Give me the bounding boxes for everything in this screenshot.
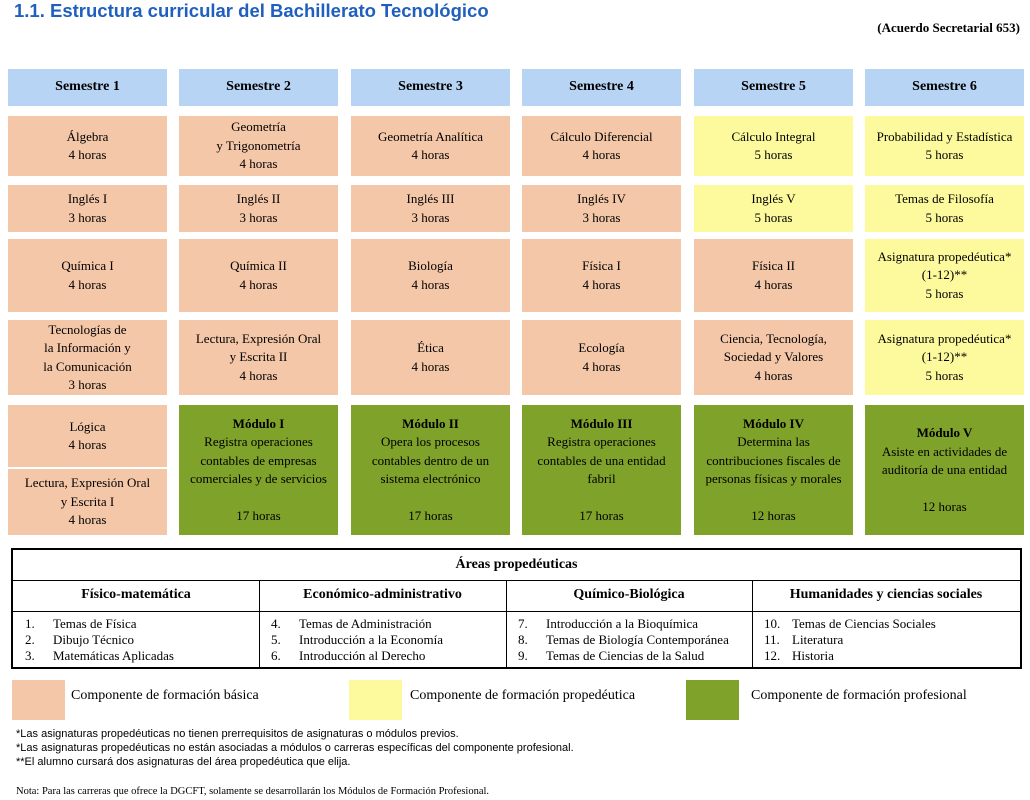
area-subject-name: Temas de Ciencias Sociales xyxy=(792,616,936,631)
legend-label: Componente de formación propedéutica xyxy=(410,688,636,703)
module-name: Módulo II xyxy=(402,415,459,431)
cell-line: Álgebra xyxy=(66,128,109,144)
subject-cell xyxy=(179,239,338,312)
area-subject-number: 8. xyxy=(518,632,528,647)
subject-cell xyxy=(522,116,681,176)
cell-line: Ecología xyxy=(578,340,625,355)
area-subject xyxy=(764,632,936,648)
legend-swatch xyxy=(349,680,402,720)
semester-header: Semestre 1 xyxy=(8,69,167,106)
areas-divider xyxy=(13,611,1020,612)
module-description: contables dentro de un xyxy=(371,452,490,468)
note: Nota: Para las carreras que ofrece la DGCFT, solamente se desarrollarán los Módulos de Formación Profesional. xyxy=(16,786,490,797)
module-hours: 17 horas xyxy=(408,507,453,523)
subject-cell xyxy=(694,320,853,395)
area-subject-number: 4. xyxy=(271,616,281,631)
cell-line: Cálculo Integral xyxy=(731,128,816,144)
cell-line: Tecnologías de xyxy=(48,321,127,337)
cell-line: Lectura, Expresión Oral xyxy=(195,330,322,346)
cell-line: Geometría Analítica xyxy=(377,128,484,144)
area-subject-number: 11. xyxy=(764,632,780,647)
area-subject-name: Dibujo Técnico xyxy=(53,632,134,647)
module-description: comerciales y de servicios xyxy=(190,471,327,487)
cell-line: 5 horas xyxy=(754,147,793,162)
cell-line: 4 horas xyxy=(411,358,450,374)
subject-cell xyxy=(8,185,167,232)
area-subject-name: Temas de Biología Contemporánea xyxy=(546,632,729,647)
propaedeutic-areas-table xyxy=(11,548,1022,669)
cell-line: Ciencia, Tecnología, xyxy=(720,330,827,346)
area-name: Físico-matemática xyxy=(81,587,191,602)
semester-header: Semestre 5 xyxy=(694,69,853,106)
module-cell xyxy=(694,405,853,535)
module-cell xyxy=(522,405,681,535)
cell-line: Inglés V xyxy=(751,191,796,206)
cell-line: 4 horas xyxy=(239,156,278,172)
legend-swatch xyxy=(12,680,65,720)
cell-line: 4 horas xyxy=(411,276,450,292)
semester-header: Semestre 3 xyxy=(351,69,510,106)
area-subject xyxy=(518,616,729,632)
module-cell xyxy=(351,405,510,535)
cell-line: 4 horas xyxy=(582,358,621,374)
cell-line: Lectura, Expresión Oral xyxy=(24,475,151,491)
cell-line: Probabilidad y Estadística xyxy=(876,128,1013,144)
area-subject xyxy=(25,616,174,632)
area-subject-name: Temas de Física xyxy=(53,616,137,631)
area-subject xyxy=(518,632,729,648)
area-subject-list xyxy=(25,616,174,664)
cell-line: 4 horas xyxy=(411,147,450,162)
module-name: Módulo I xyxy=(232,415,285,431)
area-subject xyxy=(271,632,443,648)
module-description: contribuciones fiscales de xyxy=(706,452,841,468)
subject-cell xyxy=(865,185,1024,232)
subject-cell xyxy=(179,185,338,232)
cell-line: 4 horas xyxy=(68,512,107,528)
cell-line: Inglés IV xyxy=(577,191,626,206)
subject-cell xyxy=(865,320,1024,395)
subject-cell xyxy=(694,239,853,312)
cell-line: Inglés III xyxy=(406,191,455,206)
area-subject xyxy=(271,648,443,664)
module-description: Registra operaciones xyxy=(547,434,656,450)
subject-cell xyxy=(522,320,681,395)
subject-cell xyxy=(179,320,338,395)
module-hours: 17 horas xyxy=(579,507,624,523)
cell-line: 4 horas xyxy=(582,147,621,162)
footnote: *Las asignaturas propedéuticas no tienen prerrequisitos de asignaturas o módulos previos. xyxy=(16,728,459,740)
cell-line: Temas de Filosofía xyxy=(895,191,994,206)
subject-cell xyxy=(8,239,167,312)
area-subject xyxy=(764,616,936,632)
cell-line: (1-12)** xyxy=(921,349,968,365)
cell-line: y Escrita II xyxy=(229,349,288,365)
module-description: Opera los procesos xyxy=(381,434,480,450)
cell-line: 4 horas xyxy=(68,147,107,162)
area-subject xyxy=(25,632,174,648)
cell-line: 5 horas xyxy=(925,209,964,225)
subject-cell xyxy=(8,405,167,467)
area-subject-number: 6. xyxy=(271,648,281,663)
area-subject-list xyxy=(764,616,936,664)
cell-line: 3 horas xyxy=(582,209,621,225)
module-description: Asiste en actividades de xyxy=(881,443,1008,459)
cell-line: y Trigonometría xyxy=(216,137,301,153)
area-subject-number: 9. xyxy=(518,648,528,663)
area-subject-name: Matemáticas Aplicadas xyxy=(53,648,174,663)
module-cell xyxy=(179,405,338,535)
subject-cell xyxy=(694,185,853,232)
module-description: Registra operaciones xyxy=(204,434,313,450)
module-description: Determina las xyxy=(737,434,810,450)
legend-label: Componente de formación profesional xyxy=(751,688,967,703)
area-subject-list xyxy=(271,616,443,664)
cell-line: 4 horas xyxy=(68,437,107,452)
area-name: Humanidades y ciencias sociales xyxy=(789,587,983,602)
area-name: Químico-Biológica xyxy=(573,587,685,602)
area-subject-name: Literatura xyxy=(792,632,844,647)
footnote: **El alumno cursará dos asignaturas del área propedéutica que elija. xyxy=(16,756,351,768)
areas-divider xyxy=(13,580,1020,581)
area-subject-number: 10. xyxy=(764,616,781,631)
module-description: fabril xyxy=(587,471,616,487)
area-name: Económico-administrativo xyxy=(303,587,462,602)
footnote: *Las asignaturas propedéuticas no están asociadas a módulos o carreras específicas del componente profesional. xyxy=(16,742,574,754)
subject-cell xyxy=(694,116,853,176)
subject-cell xyxy=(8,469,167,535)
area-subject-list xyxy=(518,616,729,664)
cell-line: Inglés I xyxy=(67,191,108,206)
cell-line: Geometría xyxy=(231,119,286,135)
module-name: Módulo V xyxy=(916,425,973,440)
semester-header: Semestre 4 xyxy=(522,69,681,106)
area-subject-number: 12. xyxy=(764,648,781,663)
page-title: 1.1. Estructura curricular del Bachillerato Tecnológico xyxy=(14,0,489,21)
area-subject-name: Introducción al Derecho xyxy=(299,648,426,663)
legend-label: Componente de formación básica xyxy=(71,688,259,703)
module-description: auditoría de una entidad xyxy=(881,462,1008,477)
module-description: contables de empresas xyxy=(200,452,317,468)
module-description: sistema electrónico xyxy=(380,471,481,487)
module-hours: 12 horas xyxy=(751,507,796,523)
area-subject-number: 1. xyxy=(25,616,35,631)
cell-line: Física II xyxy=(752,258,795,273)
cell-line: Química II xyxy=(230,258,287,273)
areas-title: Áreas propedéuticas xyxy=(455,557,578,572)
subject-cell xyxy=(8,320,167,395)
area-subject-number: 7. xyxy=(518,616,528,631)
cell-line: la Información y xyxy=(44,340,131,355)
cell-line: 3 horas xyxy=(239,209,278,225)
cell-line: 5 horas xyxy=(925,367,964,383)
area-subject-name: Temas de Administración xyxy=(299,616,432,631)
module-name: Módulo IV xyxy=(742,415,805,431)
module-hours: 17 horas xyxy=(236,507,281,523)
module-description: personas físicas y morales xyxy=(705,471,842,487)
cell-line: (1-12)** xyxy=(921,267,968,283)
subject-cell xyxy=(8,116,167,176)
area-subject-number: 2. xyxy=(25,632,35,647)
cell-line: 4 horas xyxy=(68,276,107,292)
agreement-reference: (Acuerdo Secretarial 653) xyxy=(877,20,1020,35)
cell-line: y Escrita I xyxy=(60,493,115,509)
cell-line: 5 horas xyxy=(925,285,964,301)
area-subject-number: 5. xyxy=(271,632,281,647)
subject-cell xyxy=(865,116,1024,176)
area-subject-name: Introducción a la Bioquímica xyxy=(546,616,698,631)
cell-line: Asignatura propedéutica* xyxy=(877,248,1012,264)
cell-line: 4 horas xyxy=(582,276,621,292)
cell-line: Asignatura propedéutica* xyxy=(877,330,1012,346)
subject-cell xyxy=(351,320,510,395)
area-subject-name: Temas de Ciencias de la Salud xyxy=(546,648,705,663)
area-subject xyxy=(764,648,936,664)
cell-line: 5 horas xyxy=(754,209,793,225)
legend-swatch xyxy=(686,680,739,720)
cell-line: Biología xyxy=(408,258,453,273)
cell-line: Ética xyxy=(417,340,444,355)
subject-cell xyxy=(522,185,681,232)
cell-line: Química I xyxy=(61,258,114,273)
subject-cell xyxy=(351,239,510,312)
cell-line: 3 horas xyxy=(68,209,107,225)
subject-cell xyxy=(522,239,681,312)
subject-cell xyxy=(351,116,510,176)
area-subject-number: 3. xyxy=(25,648,35,663)
cell-line: Lógica xyxy=(69,418,106,434)
cell-line: 4 horas xyxy=(239,276,278,292)
cell-line: 4 horas xyxy=(754,276,793,292)
cell-line: la Comunicación xyxy=(43,358,132,374)
module-description: contables de una entidad xyxy=(537,452,666,468)
area-subject xyxy=(25,648,174,664)
area-subject xyxy=(271,616,443,632)
module-cell xyxy=(865,405,1024,535)
subject-cell xyxy=(865,239,1024,312)
cell-line: Sociedad y Valores xyxy=(723,349,824,365)
cell-line: 5 horas xyxy=(925,147,964,162)
cell-line: Cálculo Diferencial xyxy=(550,128,653,144)
area-subject-name: Historia xyxy=(792,648,834,663)
curriculum-grid xyxy=(8,69,1024,535)
cell-line: 4 horas xyxy=(754,367,793,383)
cell-line: 4 horas xyxy=(239,367,278,383)
cell-line: Física I xyxy=(582,258,621,273)
cell-line: Inglés II xyxy=(236,191,281,206)
semester-header: Semestre 6 xyxy=(865,69,1024,106)
cell-line: 3 horas xyxy=(411,209,450,225)
subject-cell xyxy=(179,116,338,176)
cell-line: 3 horas xyxy=(68,377,107,392)
subject-cell xyxy=(351,185,510,232)
area-subject xyxy=(518,648,729,664)
module-name: Módulo III xyxy=(570,415,633,431)
semester-header: Semestre 2 xyxy=(179,69,338,106)
area-subject-name: Introducción a la Economía xyxy=(299,632,444,647)
module-hours: 12 horas xyxy=(922,498,967,514)
